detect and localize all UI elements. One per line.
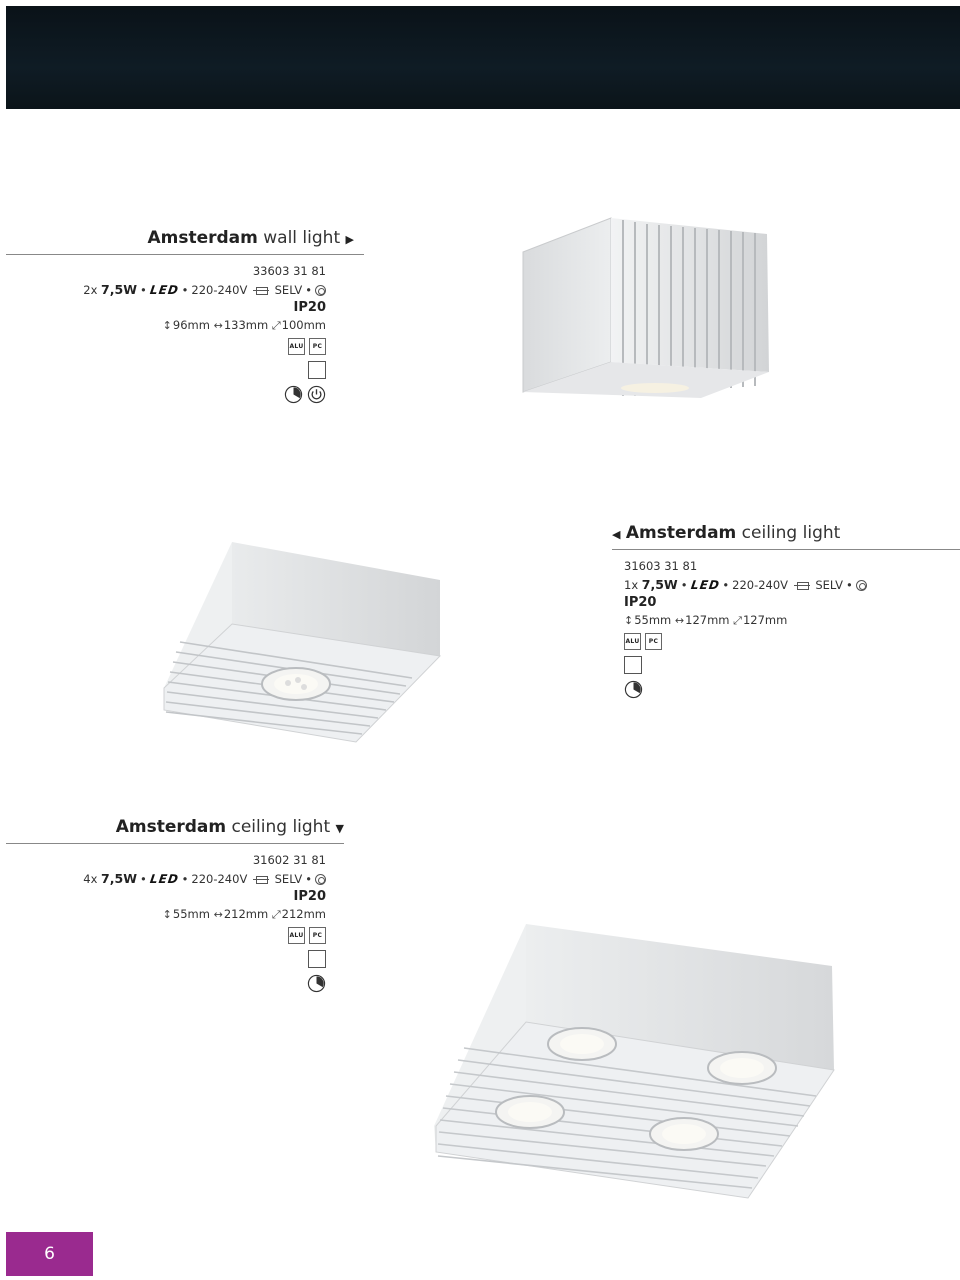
title-divider	[6, 843, 344, 844]
product-wall-light	[82, 228, 354, 404]
spec-line	[54, 870, 326, 889]
product-name: ceiling light	[741, 523, 841, 543]
product-brand: Amsterdam	[147, 228, 258, 248]
product-code: 31603 31 81	[624, 559, 698, 573]
product-name: ceiling light	[231, 817, 331, 837]
product-ceiling-light-quad	[54, 817, 344, 993]
height-arrow-icon: ↕	[624, 614, 634, 627]
class-square-icon	[624, 656, 642, 674]
transformer-icon	[253, 286, 269, 294]
ip-rating: IP20	[624, 595, 657, 610]
separator-dot: •	[305, 282, 312, 297]
class-symbol-row	[82, 361, 326, 379]
power-value: 7,5W	[101, 281, 137, 297]
led-logo: LED	[148, 282, 180, 297]
class-iii-icon	[315, 874, 326, 885]
page-number-badge	[6, 1232, 93, 1276]
separator-dot: •	[181, 282, 189, 297]
separator-dot: •	[722, 577, 730, 592]
page-number: 6	[44, 1244, 55, 1264]
dimensions	[54, 906, 326, 923]
selv-label: SELV	[815, 577, 843, 592]
dimensions	[82, 317, 326, 334]
feature-icons	[82, 385, 326, 404]
product-brand: Amsterdam	[625, 523, 737, 543]
header-band	[6, 6, 960, 109]
dim-height: 55mm	[634, 613, 672, 627]
power-value: 7,5W	[101, 870, 137, 886]
product-code: 33603 31 81	[252, 264, 326, 278]
arrow-left-icon: ◀	[612, 528, 621, 541]
power-icon	[307, 385, 326, 404]
dim-width: 127mm	[685, 613, 730, 627]
voltage-value: 220-240V	[732, 577, 789, 592]
wall-light-image	[515, 212, 777, 408]
depth-arrow-icon: ⤢	[271, 319, 281, 332]
transformer-icon	[794, 581, 810, 589]
height-arrow-icon: ↕	[162, 908, 172, 921]
depth-arrow-icon: ⤢	[271, 908, 281, 921]
material-alu-icon: ALU	[288, 338, 305, 355]
separator-dot: •	[139, 282, 147, 297]
arrow-right-icon: ▶	[345, 233, 354, 246]
voltage-value: 220-240V	[191, 871, 248, 886]
led-count: 4x	[83, 871, 98, 886]
dimensions	[624, 612, 960, 629]
voltage-value: 220-240V	[191, 282, 248, 297]
title-divider	[6, 254, 364, 255]
materials	[624, 633, 960, 650]
selv-label: SELV	[274, 282, 303, 297]
arrow-down-icon: ▼	[335, 822, 344, 835]
material-pc-icon: PC	[309, 927, 326, 944]
transformer-icon	[253, 875, 269, 883]
dim-depth: 127mm	[742, 613, 788, 627]
separator-dot: •	[181, 871, 189, 886]
dim-depth: 212mm	[281, 907, 326, 921]
product-brand: Amsterdam	[115, 817, 227, 837]
separator-dot: •	[305, 871, 312, 886]
ceiling-light-quad-image	[430, 920, 840, 1202]
led-logo: LED	[148, 871, 180, 886]
material-pc-icon: PC	[645, 633, 662, 650]
material-alu-icon: ALU	[288, 927, 305, 944]
led-count: 2x	[83, 282, 98, 297]
depth-arrow-icon: ⤢	[733, 614, 742, 627]
title-divider	[612, 549, 960, 550]
dimmable-icon	[284, 385, 303, 404]
product-title	[612, 523, 960, 543]
ceiling-light-single-image	[160, 538, 445, 746]
material-alu-icon: ALU	[624, 633, 641, 650]
class-symbol-row	[54, 950, 326, 968]
power-value: 7,5W	[641, 576, 678, 592]
product-title	[82, 228, 354, 248]
feature-icons	[624, 680, 960, 699]
spec-line	[82, 281, 326, 300]
separator-dot: •	[845, 577, 853, 592]
width-arrow-icon: ↔	[674, 614, 685, 627]
dim-width: 133mm	[223, 318, 269, 332]
spec-line	[624, 576, 960, 595]
led-count: 1x	[624, 577, 639, 592]
product-code: 31602 31 81	[252, 853, 326, 867]
ip-rating: IP20	[293, 889, 326, 904]
separator-dot: •	[680, 577, 688, 592]
dim-height: 55mm	[172, 907, 210, 921]
product-ceiling-light-single	[612, 523, 960, 699]
height-arrow-icon: ↕	[162, 319, 172, 332]
width-arrow-icon: ↔	[213, 319, 223, 332]
material-pc-icon: PC	[309, 338, 326, 355]
width-arrow-icon: ↔	[213, 908, 223, 921]
feature-icons	[54, 974, 326, 993]
product-title	[54, 817, 344, 837]
class-iii-icon	[856, 580, 867, 591]
dimmable-icon	[624, 680, 643, 699]
dim-height: 96mm	[172, 318, 210, 332]
selv-label: SELV	[274, 871, 303, 886]
materials	[82, 338, 326, 355]
ip-rating: IP20	[293, 300, 326, 315]
dimmable-icon	[307, 974, 326, 993]
class-iii-icon	[315, 285, 326, 296]
materials	[54, 927, 326, 944]
led-logo: LED	[689, 577, 721, 592]
product-name: wall light	[263, 228, 341, 248]
separator-dot: •	[139, 871, 147, 886]
class-square-icon	[308, 950, 326, 968]
dim-depth: 100mm	[281, 318, 326, 332]
class-square-icon	[308, 361, 326, 379]
dim-width: 212mm	[223, 907, 269, 921]
class-symbol-row	[624, 656, 960, 674]
